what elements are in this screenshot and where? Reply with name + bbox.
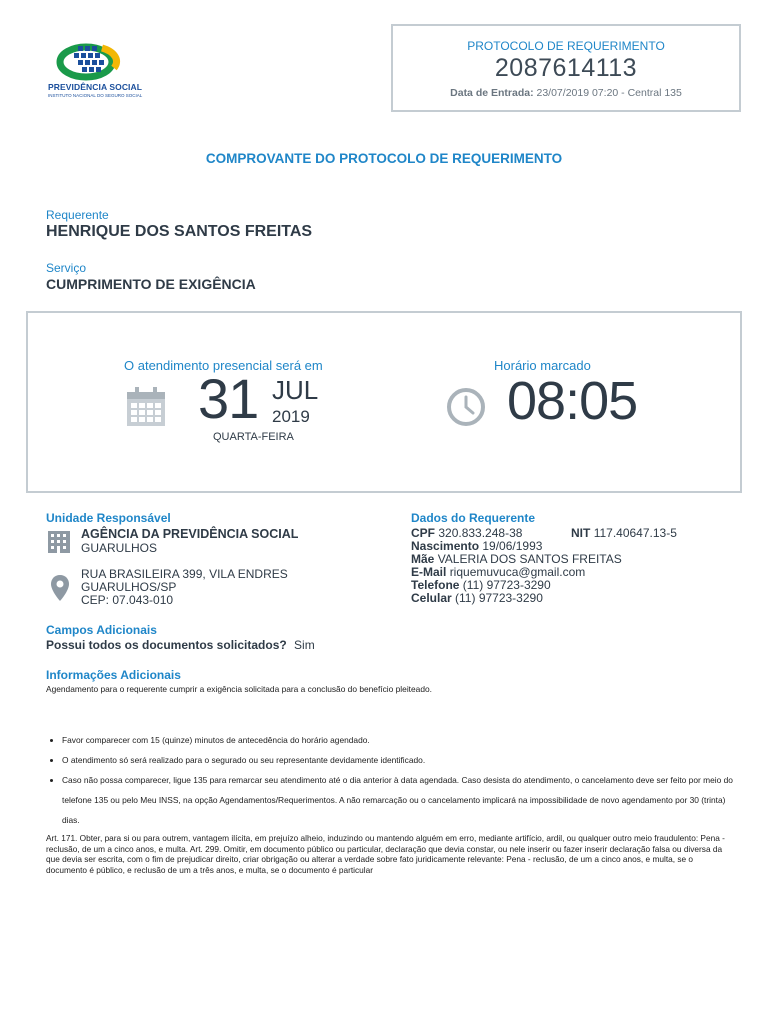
note-item: • Favor comparecer com 15 (quinze) minutos de antecedência do horário agendado. [62, 730, 742, 750]
appointment-box [26, 311, 742, 493]
unit-label: Unidade Responsável [46, 511, 171, 525]
requester-mobile [411, 591, 543, 605]
appointment-month: JUL [272, 375, 319, 405]
service-label: Serviço [46, 261, 87, 275]
protocol-date [393, 87, 739, 99]
unit-address-line1: RUA BRASILEIRA 399, VILA ENDRES [81, 567, 288, 581]
applicant-name: HENRIQUE DOS SANTOS FREITAS [46, 223, 313, 240]
unit-address-line3: CEP: 07.043-010 [81, 593, 174, 607]
notes-list [46, 730, 742, 830]
applicant-label: Requerente [46, 208, 109, 222]
phone-value: (11) 97723-3290 [462, 578, 551, 592]
birth-value: 19/06/1993 [482, 539, 543, 553]
mobile-value: (11) 97723-3290 [455, 591, 543, 605]
requester-mother [411, 552, 622, 566]
unit-city: GUARULHOS [81, 541, 158, 555]
protocol-date-value: 23/07/2019 07:20 - Central 135 [536, 87, 682, 99]
extra-fields-question: Possui todos os documentos solicitados? [46, 638, 287, 652]
extra-fields-row [46, 638, 315, 652]
time-label: Horário marcado [494, 358, 591, 373]
extra-fields-answer: Sim [294, 638, 315, 652]
appointment-weekday: QUARTA-FEIRA [213, 431, 294, 443]
building-icon [46, 528, 72, 559]
clock-icon [444, 385, 488, 429]
protocol-date-label: Data de Entrada: [450, 87, 534, 99]
additional-info-label: Informações Adicionais [46, 668, 181, 682]
protocol-number: 2087614113 [494, 54, 638, 82]
page-title: COMPROVANTE DO PROTOCOLO DE REQUERIMENTO [205, 151, 563, 166]
appointment-year: 2019 [272, 407, 310, 426]
requester-label: Dados do Requerente [411, 511, 536, 525]
requester-birth [411, 539, 542, 553]
previdencia-logo [44, 38, 146, 100]
requester-phone [411, 578, 551, 592]
appointment-day: 31 [198, 367, 259, 430]
note-item: • O atendimento só será realizado para o segurado ou seu representante devidamente identificado. [62, 750, 742, 770]
mother-value: VALERIA DOS SANTOS FREITAS [437, 552, 622, 566]
email-value: riquemuvuca@gmail.com [449, 565, 586, 579]
appointment-time: 08:05 [507, 371, 638, 431]
unit-name: AGÊNCIA DA PREVIDÊNCIA SOCIAL [81, 527, 299, 541]
requester-nit [571, 526, 677, 540]
additional-info-text: Agendamento para o requerente cumprir a exigência solicitada para a conclusão do benefício pleiteado. [46, 684, 432, 694]
location-pin-icon [50, 574, 70, 607]
extra-fields-label: Campos Adicionais [46, 623, 157, 637]
email-label: E-Mail [411, 565, 447, 579]
cpf-label: CPF [411, 526, 435, 540]
mobile-label: Celular [411, 591, 452, 605]
service-name: CUMPRIMENTO DE EXIGÊNCIA [46, 276, 256, 292]
cpf-value: 320.833.248-38 [438, 526, 523, 540]
logo-subtitle: INSTITUTO NACIONAL DO SEGURO SOCIAL [48, 93, 143, 98]
protocol-title: PROTOCOLO DE REQUERIMENTO [467, 39, 665, 53]
legal-text: Art. 171. Obter, para si ou para outrem, vantagem ilícita, em prejuízo alheio, induzindo ou mantendo alguém em erro, mediante artifício, ardil, ou qualquer outro meio fraudulento: Pena - reclusão, de um a cinco anos, e multa. Art. 299. Omitir, em documento público ou particular, declaração que devia constar, ou nele inserir ou fazer inserir declaração falsa ou diversa da que devia ser escrita, com o fim de prejudicar direito, criar obrigação ou alterar a verdade sobre fato juridicamente relevante: Pena - reclusão, de um a cinco anos, e multa, se o documento é público, e reclusão de um a três anos, e multa, se o documento é particular [46, 833, 725, 875]
note-item: • Caso não possa comparecer, ligue 135 para remarcar seu atendimento até o dia anterior à data agendada. Caso desista do atendimento, o cancelamento deve ser feito por meio do telefone 135 ou pelo Meu INSS, na opção Agendamentos/Requerimentos. A não remarcação ou o cancelamento implicará na impossibilidade de novo agendamento por 30 (trinta) dias. [62, 770, 742, 830]
requester-cpf [411, 526, 522, 540]
appointment-label: O atendimento presencial será em [124, 358, 323, 373]
unit-address-line2: GUARULHOS/SP [81, 580, 177, 594]
requester-email [411, 565, 585, 579]
birth-label: Nascimento [411, 539, 480, 553]
protocol-box [391, 24, 741, 112]
calendar-icon [124, 385, 168, 429]
previdencia-logo-icon [44, 38, 146, 84]
logo-title: PREVIDÊNCIA SOCIAL [48, 82, 143, 92]
nit-label: NIT [571, 526, 591, 540]
mother-label: Mãe [411, 552, 435, 566]
phone-label: Telefone [411, 578, 460, 592]
nit-value: 117.40647.13-5 [593, 526, 677, 540]
